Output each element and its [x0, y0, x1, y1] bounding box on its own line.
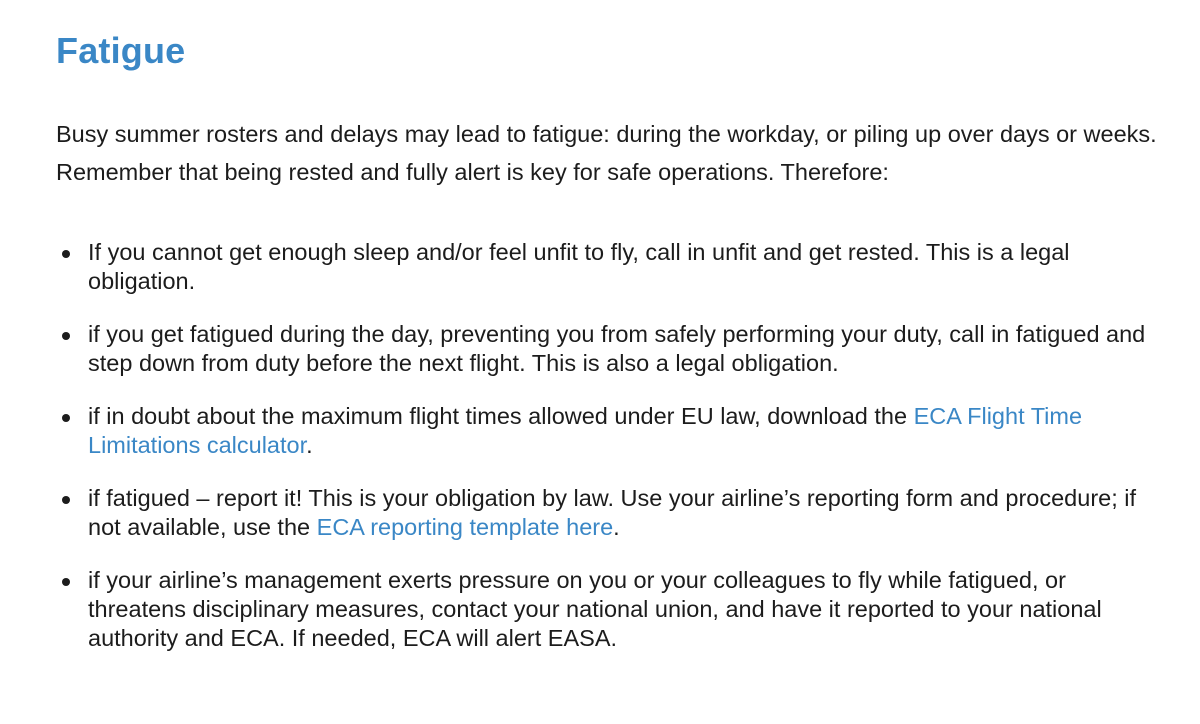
- bullet-icon: [62, 496, 70, 504]
- list-item: [56, 484, 1166, 542]
- list-item-text: if you get fatigued during the day, preventing you from safely performing your duty, call in fatigued and step down from duty before the next flight. This is also a legal obligation.: [88, 321, 1146, 376]
- list-item-text: if in doubt about the maximum flight times allowed under EU law, download the: [88, 403, 914, 429]
- list-item: [56, 402, 1166, 460]
- list-item-text: If you cannot get enough sleep and/or feel unfit to fly, call in unfit and get rested. This is a legal obligation.: [88, 239, 1070, 294]
- list-item: [56, 238, 1166, 296]
- bullet-icon: [62, 250, 70, 258]
- intro-paragraph: Busy summer rosters and delays may lead to fatigue: during the workday, or piling up over days or weeks. Remember that being rested and fully alert is key for safe operations. Therefore:: [56, 121, 1157, 185]
- reporting-template-link[interactable]: ECA reporting template here: [316, 514, 614, 540]
- bullet-icon: [62, 578, 70, 586]
- list-item-text: if fatigued – report it! This is your obligation by law. Use your airline’s reporting form and procedure; if not available, use the: [88, 485, 1137, 540]
- obligations-list: [56, 238, 1166, 677]
- bullet-icon: [62, 414, 70, 422]
- list-item: [56, 566, 1166, 653]
- page-title: Fatigue: [56, 30, 186, 71]
- list-item-text: if your airline’s management exerts pressure on you or your colleagues to fly while fatigued, or threatens disciplinary measures, contact your national union, and have it reported to your national authority and ECA. If needed, ECA will alert EASA.: [88, 567, 1102, 651]
- list-item-text-end: .: [306, 432, 313, 458]
- ftl-calculator-link[interactable]: ECA Flight Time Limitations calculator: [88, 403, 1083, 458]
- bullet-icon: [62, 332, 70, 340]
- list-item: [56, 320, 1166, 378]
- list-item-text-end: .: [613, 514, 620, 540]
